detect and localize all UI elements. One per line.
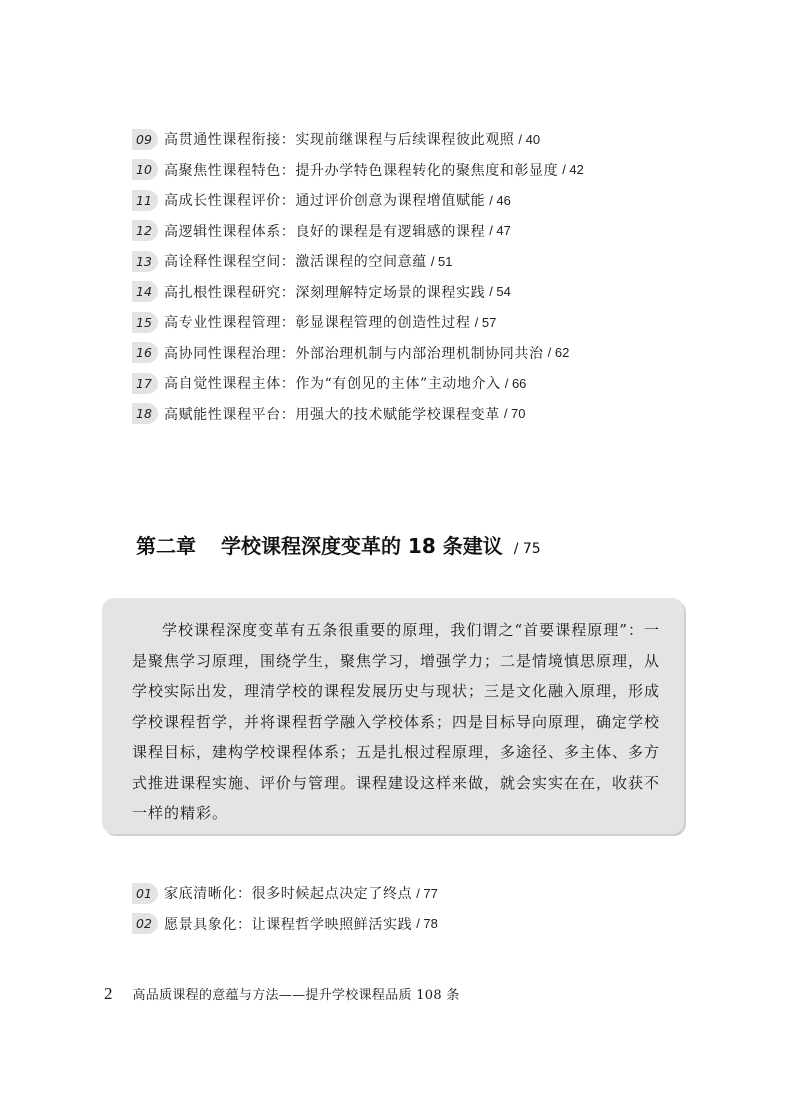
page-number: 2 — [104, 984, 113, 1003]
toc-item-number: 18 — [132, 403, 158, 424]
toc-item-title: 高贯通性课程衔接：实现前继课程与后续课程彼此观照 — [164, 132, 515, 149]
toc-item-page: / 78 — [416, 916, 438, 932]
toc-item-number: 16 — [132, 342, 158, 363]
toc-item-title: 家底清晰化：很多时候起点决定了终点 — [164, 886, 413, 903]
toc-item[interactable] — [132, 368, 752, 399]
toc-item-number: 02 — [132, 913, 158, 934]
chapter-title: 学校课程深度变革的 18 条建议 — [220, 534, 503, 558]
toc-item[interactable] — [132, 155, 752, 186]
toc-item-title: 高诠释性课程空间：激活课程的空间意蕴 — [164, 254, 427, 271]
toc-item[interactable] — [132, 124, 752, 155]
toc-item[interactable] — [132, 338, 752, 369]
chapter-heading[interactable] — [136, 530, 541, 559]
toc-item-number: 01 — [132, 883, 158, 904]
toc-item-page: / 42 — [562, 162, 584, 178]
chapter-page: / 75 — [513, 541, 541, 557]
toc-item-title: 高自觉性课程主体：作为“有创见的主体”主动地介入 — [164, 376, 501, 393]
toc-item-number: 11 — [132, 190, 158, 211]
toc-item-number: 12 — [132, 220, 158, 241]
toc-item-number: 10 — [132, 159, 158, 180]
toc-item-number: 13 — [132, 251, 158, 272]
toc-item-page: / 70 — [503, 406, 526, 422]
toc-item-number: 09 — [132, 129, 158, 150]
toc-item-page: / 40 — [518, 131, 541, 147]
toc-item-title: 高协同性课程治理：外部治理机制与内部治理机制协同共治 — [164, 345, 544, 362]
toc-item-title: 高扎根性课程研究：深刻理解特定场景的课程实践 — [164, 284, 486, 301]
running-title: 高品质课程的意蕴与方法——提升学校课程品质 108 条 — [132, 988, 460, 1003]
toc-item-number: 14 — [132, 281, 158, 302]
chapter-number: 第二章 — [136, 534, 196, 558]
toc-item[interactable] — [132, 216, 752, 247]
toc-item[interactable] — [132, 307, 752, 338]
toc-item-page: / 51 — [430, 253, 453, 269]
toc-item-number: 15 — [132, 312, 158, 333]
toc-item-page: / 77 — [416, 885, 438, 901]
toc-item-page: / 54 — [489, 284, 511, 300]
page-footer — [104, 984, 460, 1004]
toc-item[interactable] — [132, 878, 752, 909]
toc-item-title: 高赋能性课程平台：用强大的技术赋能学校课程变革 — [164, 406, 500, 423]
toc-item-page: / 46 — [489, 192, 511, 208]
toc-item-title: 高专业性课程管理：彰显课程管理的创造性过程 — [164, 315, 471, 332]
toc-item-title: 高聚焦性课程特色：提升办学特色课程转化的聚焦度和彰显度 — [164, 162, 559, 179]
toc-item[interactable] — [132, 909, 752, 940]
toc-item-number: 17 — [132, 373, 158, 394]
toc-item-page: / 57 — [474, 314, 497, 330]
toc-item[interactable] — [132, 246, 752, 277]
toc-item-page: / 62 — [547, 345, 570, 361]
toc-item[interactable] — [132, 185, 752, 216]
toc-item-page: / 47 — [489, 223, 511, 239]
toc-list — [132, 878, 752, 939]
toc-item[interactable] — [132, 399, 752, 430]
toc-item-page: / 66 — [504, 375, 527, 391]
toc-item-title: 高逻辑性课程体系：良好的课程是有逻辑感的课程 — [164, 223, 486, 240]
chapter-summary-box — [102, 598, 684, 834]
toc-item[interactable] — [132, 277, 752, 308]
toc-list — [132, 124, 752, 429]
toc-item-title: 高成长性课程评价：通过评价创意为课程增值赋能 — [164, 193, 486, 210]
chapter-summary-text: 学校课程深度变革有五条很重要的原理，我们谓之“首要课程原理”：一是聚焦学习原理，围绕学生，聚焦学习，增强学力；二是情境慎思原理，从学校实际出发，理清学校的课程发展历史与现状；三是文化融入原理，形成学校课程哲学，并将课程哲学融入学校体系；四是目标导向原理，确定学校课程目标，建构学校课程体系；五是扎根过程原理，多途径、多主体、多方式推进课程实施、评价与管理。课程建设这样来做，就会实实在在，收获不一样的精彩。 — [132, 621, 661, 822]
toc-item-title: 愿景具象化：让课程哲学映照鲜活实践 — [164, 916, 413, 933]
